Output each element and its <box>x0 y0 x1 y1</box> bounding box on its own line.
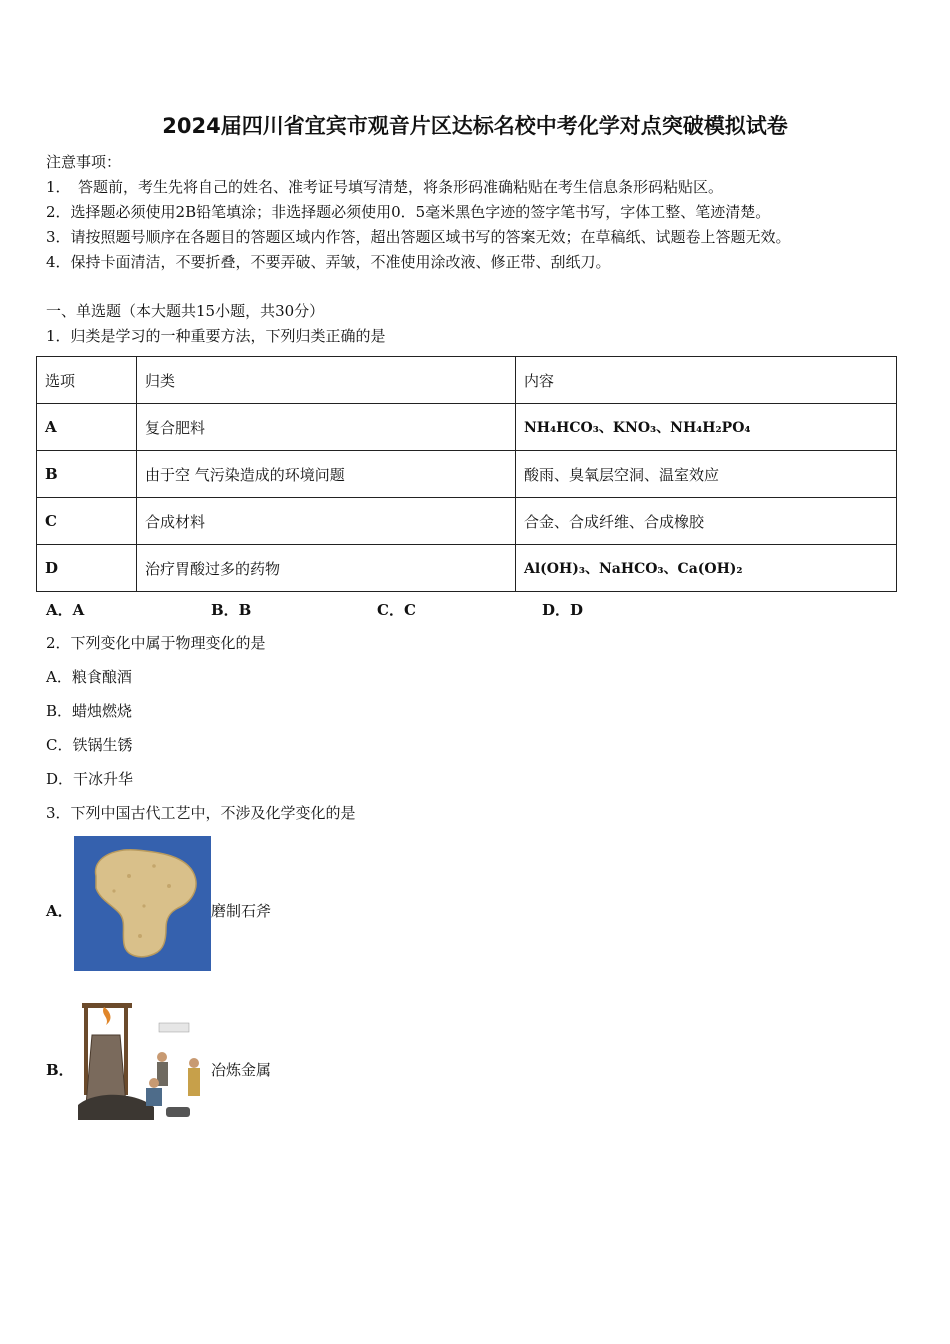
q2-option-a[interactable]: A．粮食酿酒 <box>46 668 132 686</box>
table-cell-content: 合金、合成纤维、合成橡胶 <box>516 498 897 545</box>
q1-option-a[interactable]: A．A <box>46 601 85 619</box>
notice-item-1: 1． 答题前，考生先将自己的姓名、准考证号填写清楚，将条形码准确粘贴在考生信息条形码粘贴区。 <box>46 178 724 196</box>
q1-option-c[interactable]: C．C <box>377 601 416 619</box>
table-row <box>37 404 897 451</box>
q2-option-b[interactable]: B．蜡烛燃烧 <box>46 702 133 720</box>
table-cell-category: 由于空 气污染造成的环境问题 <box>137 451 516 498</box>
q2-option-d[interactable]: D．干冰升华 <box>46 770 134 788</box>
table-header-row <box>37 357 897 404</box>
notice-item-3: 3．请按照题号顺序在各题目的答题区域内作答，超出答题区域书写的答案无效；在草稿纸、试题卷上答题无效。 <box>46 228 791 246</box>
table-cell-content: NH₄HCO₃、KNO₃、NH₄H₂PO₄ <box>516 404 897 451</box>
exam-title: 2024届四川省宜宾市观音片区达标名校中考化学对点突破模拟试卷 <box>162 114 788 138</box>
metal-smelting-image <box>74 995 211 1130</box>
q2-option-c[interactable]: C．铁锅生锈 <box>46 736 133 754</box>
table-cell-content: Al(OH)₃、NaHCO₃、Ca(OH)₂ <box>516 545 897 592</box>
question-1-table <box>36 356 897 592</box>
table-cell-option: D <box>37 545 137 592</box>
q1-option-b[interactable]: B．B <box>211 601 252 619</box>
q3-option-a-caption: 磨制石斧 <box>211 902 272 920</box>
q3-option-b-caption: 冶炼金属 <box>211 1061 272 1079</box>
table-cell-category: 合成材料 <box>137 498 516 545</box>
table-cell-category: 复合肥料 <box>137 404 516 451</box>
table-cell-category: 治疗胃酸过多的药物 <box>137 545 516 592</box>
section-title: 一、单选题（本大题共15小题，共30分） <box>46 302 325 320</box>
notice-item-4: 4．保持卡面清洁，不要折叠，不要弄破、弄皱，不准使用涂改液、修正带、刮纸刀。 <box>46 253 611 271</box>
notice-heading: 注意事项： <box>46 153 122 171</box>
question-2-stem: 2．下列变化中属于物理变化的是 <box>46 634 266 652</box>
table-header-content: 内容 <box>516 357 897 404</box>
table-cell-option: C <box>37 498 137 545</box>
table-cell-option: A <box>37 404 137 451</box>
q1-option-d[interactable]: D．D <box>542 601 584 619</box>
table-row <box>37 545 897 592</box>
question-3-stem: 3．下列中国古代工艺中，不涉及化学变化的是 <box>46 804 356 822</box>
stone-axe-image <box>74 836 211 971</box>
q3-option-a-label[interactable]: A． <box>46 902 73 920</box>
q3-option-b-label[interactable]: B． <box>46 1061 74 1079</box>
table-header-category: 归类 <box>137 357 516 404</box>
table-row <box>37 498 897 545</box>
table-cell-option: B <box>37 451 137 498</box>
question-1-stem: 1．归类是学习的一种重要方法，下列归类正确的是 <box>46 327 386 345</box>
table-cell-content: 酸雨、臭氧层空洞、温室效应 <box>516 451 897 498</box>
notice-item-2: 2．选择题必须使用2B铅笔填涂；非选择题必须使用0．5毫米黑色字迹的签字笔书写，字体工整、笔迹清楚。 <box>46 203 771 221</box>
stone-axe-icon <box>74 836 211 971</box>
table-header-option: 选项 <box>37 357 137 404</box>
smelting-furnace-icon <box>74 995 211 1130</box>
table-row <box>37 451 897 498</box>
